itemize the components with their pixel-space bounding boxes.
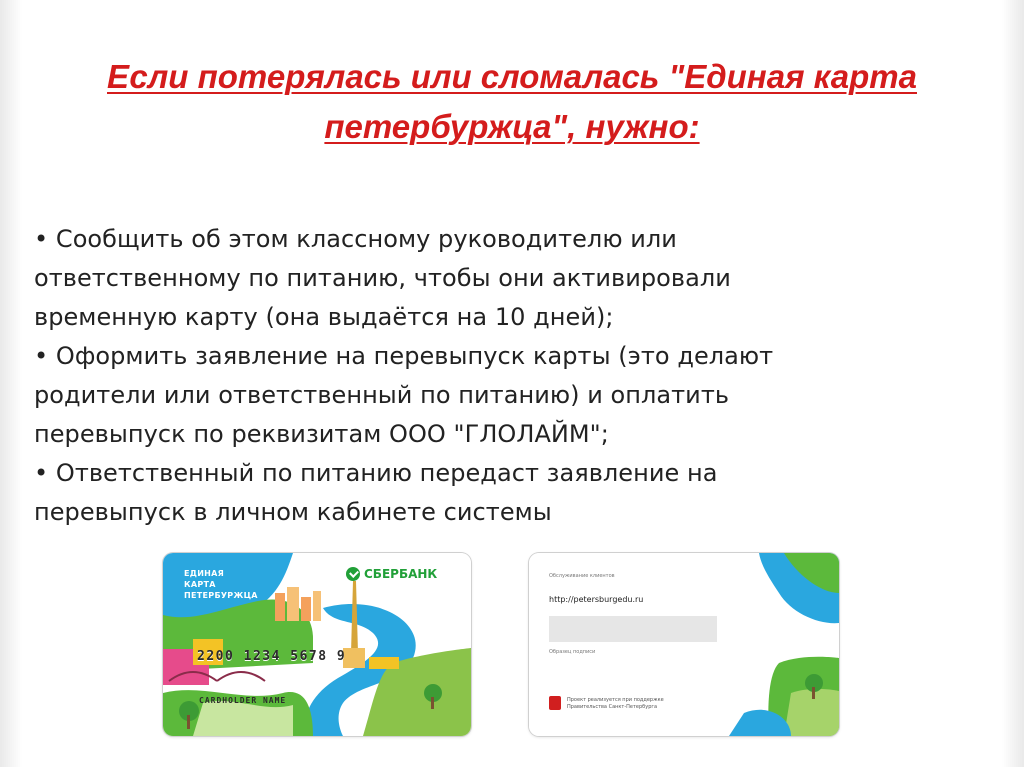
instruction-list xyxy=(34,220,994,532)
customer-service-label: Обслуживание клиентов xyxy=(549,573,615,579)
slide-title: Если потерялась или сломалась "Единая карта петербуржца", нужно: xyxy=(107,58,917,145)
signature-strip xyxy=(549,616,717,642)
card-number: 2200 1234 5678 9 xyxy=(197,649,347,664)
card-front-image xyxy=(163,553,471,736)
instruction-line: перевыпуск в личном кабинете системы xyxy=(34,498,552,526)
instruction-line: • Сообщить об этом классному руководителю или xyxy=(34,225,677,253)
instruction-line: перевыпуск по реквизитам ООО "ГЛОЛАЙМ"; xyxy=(34,420,609,448)
website-url: http://petersburgedu.ru xyxy=(549,595,644,604)
card-back-image xyxy=(529,553,839,736)
instruction-line: ответственному по питанию, чтобы они активировали xyxy=(34,264,731,292)
cardholder-name: CARDHOLDER NAME xyxy=(199,696,287,705)
right-edge-shadow xyxy=(1002,0,1024,767)
card-brand-title: ЕДИНАЯ КАРТА ПЕТЕРБУРЖЦА xyxy=(184,569,258,600)
left-edge-shadow xyxy=(0,0,22,767)
bank-name: СБЕРБАНК xyxy=(364,567,438,581)
signature-label: Образец подписи xyxy=(549,649,596,655)
instruction-line: временную карту (она выдаётся на 10 дней); xyxy=(34,303,614,331)
instruction-line: родители или ответственный по питанию) и оплатить xyxy=(34,381,730,409)
instruction-line: • Оформить заявление на перевыпуск карты (это делают xyxy=(34,342,774,370)
sberbank-logo xyxy=(346,567,437,581)
government-support-text: Проект реализуется при поддержке Правительства Санкт-Петербурга xyxy=(567,697,664,710)
instruction-line: • Ответственный по питанию передаст заявление на xyxy=(34,459,718,487)
spb-emblem-icon xyxy=(549,696,561,710)
sberbank-check-icon xyxy=(346,567,360,581)
